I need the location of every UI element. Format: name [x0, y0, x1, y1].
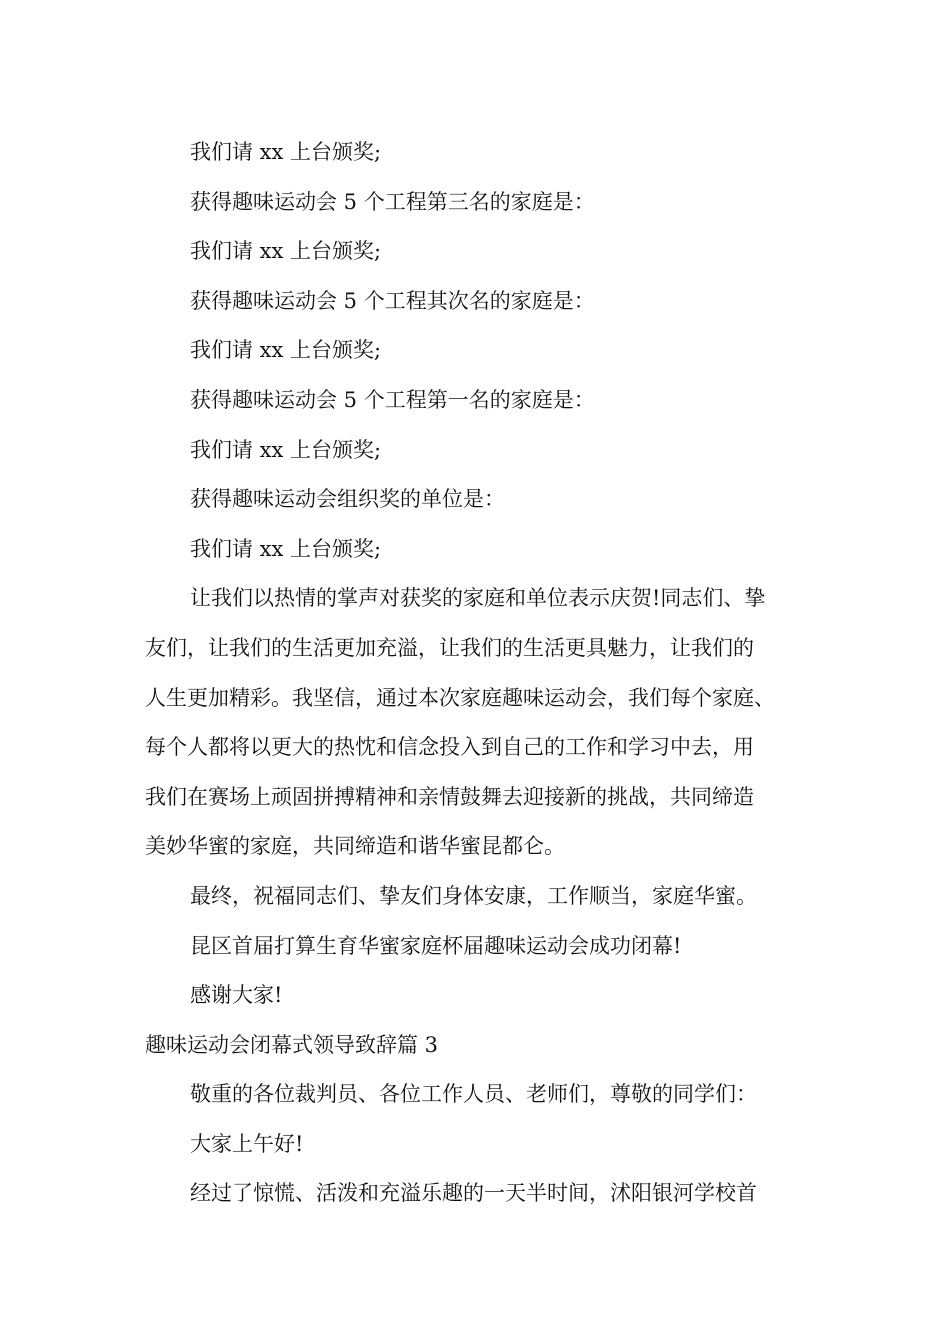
paragraph-line: 友们，让我们的生活更加充溢，让我们的生活更具魅力，让我们的 [145, 635, 754, 660]
text-line: 我们请 xx 上台颁奖; [190, 140, 382, 164]
text-line: 获得趣味运动会 5 个工程其次名的家庭是： [190, 288, 595, 313]
text-line: 昆区首届打算生育华蜜家庭杯届趣味运动会成功闭幕! [190, 933, 682, 958]
paragraph-line: 每个人都将以更大的热忱和信念投入到自己的工作和学习中去，用 [145, 735, 754, 760]
paragraph-line: 美妙华蜜的家庭，共同缔造和谐华蜜昆都仑。 [145, 834, 565, 859]
section-heading: 趣味运动会闭幕式领导致辞篇 3 [145, 1032, 439, 1057]
text-line: 最终，祝福同志们、挚友们身体安康，工作顺当，家庭华蜜。 [190, 883, 757, 908]
text-line: 大家上午好! [190, 1131, 304, 1156]
text-line: 我们请 xx 上台颁奖; [190, 338, 382, 363]
text-line: 经过了惊慌、活泼和充溢乐趣的一天半时间，沭阳银河学校首 [190, 1181, 757, 1206]
text-line: 获得趣味运动会 5 个工程第一名的家庭是： [190, 387, 595, 412]
document-body [145, 128, 825, 1219]
text-line: 获得趣味运动会 5 个工程第三名的家庭是： [190, 189, 595, 214]
text-line: 我们请 xx 上台颁奖; [190, 239, 382, 264]
text-line: 感谢大家! [190, 983, 283, 1008]
paragraph-line: 人生更加精彩。我坚信，通过本次家庭趣味运动会，我们每个家庭、 [145, 685, 775, 710]
paragraph-line: 我们在赛场上顽固拼搏精神和亲情鼓舞去迎接新的挑战，共同缔造 [145, 784, 754, 809]
paragraph-line: 让我们以热情的掌声对获奖的家庭和单位表示庆贺!同志们、挚 [190, 586, 766, 611]
celebration-paragraph [145, 574, 825, 872]
text-line: 我们请 xx 上台颁奖; [190, 437, 382, 462]
text-line: 获得趣味运动会组织奖的单位是： [190, 487, 505, 512]
text-line: 敬重的各位裁判员、各位工作人员、老师们，尊敬的同学们： [190, 1082, 757, 1107]
text-line: 我们请 xx 上台颁奖; [190, 536, 382, 561]
